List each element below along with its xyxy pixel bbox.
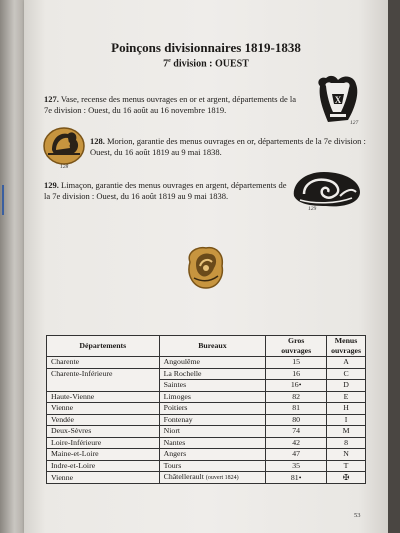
cell-gros: 81•	[266, 472, 327, 484]
cell-gros: 15	[266, 357, 327, 369]
snail-hallmark-icon	[290, 166, 364, 212]
cell-gros: 82	[266, 391, 327, 403]
cell-gros: 16	[266, 368, 327, 380]
cell-bureau: Poitiers	[159, 403, 266, 415]
cell-bureau: Angers	[159, 449, 266, 461]
entry-number: 127.	[44, 94, 59, 104]
cell-dept: Indre-et-Loire	[47, 460, 160, 472]
entry-127	[44, 94, 306, 116]
page-subtitle: 7e division : OUEST	[163, 58, 249, 70]
cell-menus: H	[327, 403, 366, 415]
entry-text: Morion, garantie des menus ouvrages en or, départements de la 7e division : Ouest, du 16 août 1819 au 9 mai 1838.	[90, 136, 366, 157]
cell-bureau: La Rochelle	[159, 368, 266, 380]
cell-menus: D	[327, 380, 366, 392]
cell-bureau: Fontenay	[159, 414, 266, 426]
cell-dept: Vienne	[47, 403, 160, 415]
cell-gros: 74	[266, 426, 327, 438]
cell-menus: 8	[327, 437, 366, 449]
entry-128	[90, 136, 372, 158]
table-row	[47, 460, 366, 472]
header-menus-ouvrages: Menus ouvrages	[327, 336, 366, 357]
bureau-name: Châtellerault	[163, 472, 204, 481]
cell-dept: Charente-Inférieure	[47, 368, 160, 391]
left-page-edge	[0, 0, 24, 533]
cell-dept: Loire-Inférieure	[47, 437, 160, 449]
header-departements: Départements	[47, 336, 160, 357]
vase-hallmark-icon	[314, 72, 362, 130]
entry-number: 128.	[90, 136, 105, 146]
cell-dept: Maine-et-Loire	[47, 449, 160, 461]
morion-helmet-icon	[42, 124, 86, 170]
table-row	[47, 403, 366, 415]
coin-label: 128	[60, 164, 69, 170]
cell-dept: Vienne	[47, 472, 160, 484]
cell-bureau: Saintes	[159, 380, 266, 392]
gold-hallmark-photo-icon	[184, 244, 226, 292]
entry-text: Limaçon, garantie des menus ouvrages en argent, départements de la 7e division : Ouest, du 16 août 1819 au 9 mai 1838.	[44, 180, 287, 201]
cell-bureau	[159, 472, 266, 484]
right-background-edge	[388, 0, 400, 533]
cell-dept: Deux-Sèvres	[47, 426, 160, 438]
cell-menus: A	[327, 357, 366, 369]
book-page	[24, 0, 388, 533]
left-page-bar	[2, 185, 4, 215]
table-row	[47, 368, 366, 380]
bureau-note: (ouvert 1824)	[205, 475, 239, 481]
cell-bureau: Nantes	[159, 437, 266, 449]
cell-menus: M	[327, 426, 366, 438]
coin-label: 127	[350, 120, 359, 126]
table-row	[47, 391, 366, 403]
table-header-row	[47, 336, 366, 357]
cell-dept: Charente	[47, 357, 160, 369]
cell-gros: 35	[266, 460, 327, 472]
cell-menus: E	[327, 391, 366, 403]
departments-table	[46, 335, 366, 484]
cell-bureau: Angoulême	[159, 357, 266, 369]
table-row	[47, 449, 366, 461]
cell-menus: I	[327, 414, 366, 426]
table-row	[47, 357, 366, 369]
cell-bureau: Tours	[159, 460, 266, 472]
entry-129	[44, 180, 290, 202]
cell-gros: 80	[266, 414, 327, 426]
coin-label: 129	[308, 206, 317, 212]
cell-menus: N	[327, 449, 366, 461]
entry-text: Vase, recense des menus ouvrages en or et argent, départements de la 7e division : Ouest, du 16 août au 16 novembre 1819.	[44, 94, 297, 115]
page-title: Poinçons divisionnaires 1819-1838	[111, 40, 301, 55]
cell-menus: T	[327, 460, 366, 472]
table-row	[47, 472, 366, 484]
table-row	[47, 437, 366, 449]
table-row	[47, 414, 366, 426]
header-bureaux: Bureaux	[159, 336, 266, 357]
cell-gros: 81	[266, 403, 327, 415]
header-gros-ouvrages: Gros ouvrages	[266, 336, 327, 357]
cell-gros: 16•	[266, 380, 327, 392]
cell-bureau: Niort	[159, 426, 266, 438]
cell-bureau: Limoges	[159, 391, 266, 403]
entry-number: 129.	[44, 180, 59, 190]
table-row	[47, 426, 366, 438]
cell-dept: Haute-Vienne	[47, 391, 160, 403]
cell-menus: ✠	[327, 472, 366, 484]
cell-gros: 42	[266, 437, 327, 449]
hallmark-letter: X	[334, 95, 342, 105]
page-number: 53	[354, 512, 361, 519]
cell-dept: Vendée	[47, 414, 160, 426]
cell-gros: 47	[266, 449, 327, 461]
cell-menus: C	[327, 368, 366, 380]
